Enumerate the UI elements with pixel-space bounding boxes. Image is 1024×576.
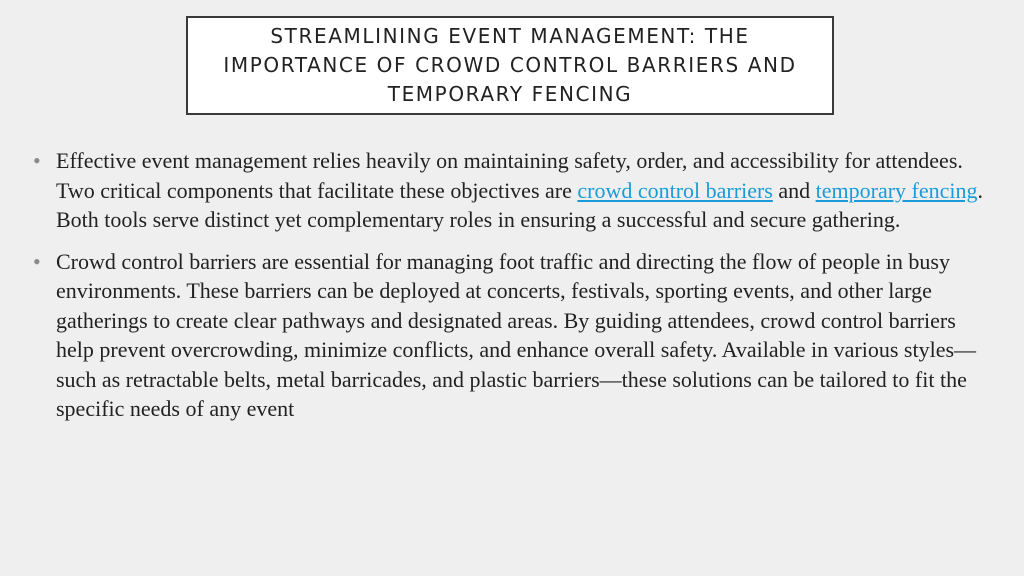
bullet-text-1 xyxy=(56,146,998,235)
bullet-1-text-part-1: Effective event management relies heavily on maintaining safety, order, and accessibility for attendees. Two critical components that facilitate these objectives are xyxy=(56,148,963,203)
crowd-control-barriers-link[interactable]: crowd control barriers xyxy=(577,177,773,203)
slide-title-box xyxy=(186,16,834,115)
bullet-marker: • xyxy=(33,148,41,173)
bullet-marker: • xyxy=(33,248,41,274)
bullet-text-2: Crowd control barriers are essential for managing foot traffic and directing the flow of people in busy environments. These barriers can be deployed at concerts, festivals, sporting events, and other large gatherings to create clear pathways and designated areas. By guiding attendees, crowd control barriers help prevent overcrowding, minimize conflicts, and enhance overall safety. Available in various styles—such as retractable belts, metal barricades, and plastic barriers—these solutions can be tailored to fit the specific needs of any event xyxy=(56,248,977,421)
temporary-fencing-link[interactable]: temporary fencing xyxy=(815,177,978,203)
bullet-item-2 xyxy=(30,247,998,424)
bullet-1-text-part-3: . Both tools serve distinct yet complementary roles in ensuring a successful and secure gathering. xyxy=(56,177,983,232)
slide-content xyxy=(30,146,998,436)
bullet-item-1 xyxy=(30,146,998,235)
slide-title: STREAMLINING EVENT MANAGEMENT: THE IMPORTANCE OF CROWD CONTROL BARRIERS AND TEMPORARY FENCING xyxy=(223,24,797,106)
bullet-1-text-part-2: and xyxy=(772,177,816,203)
